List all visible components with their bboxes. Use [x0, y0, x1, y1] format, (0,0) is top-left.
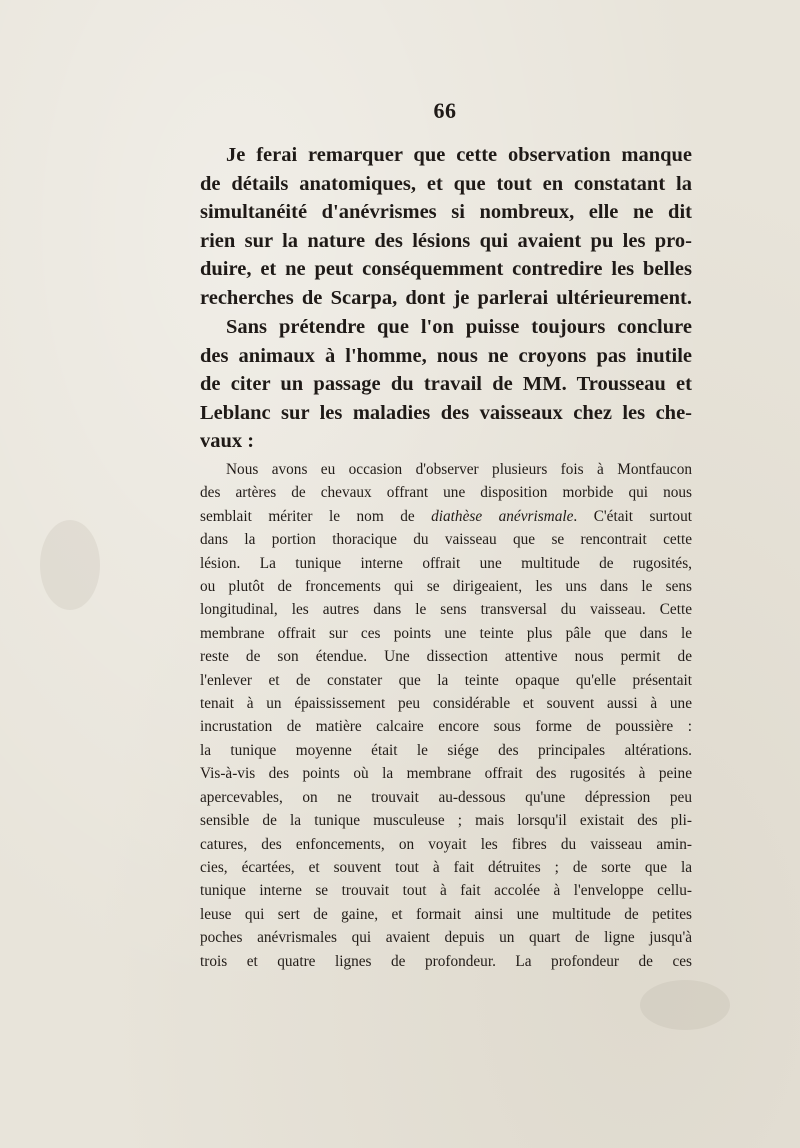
text-line: tenait à un épaississement peu considérable et souvent aussi à une [200, 695, 692, 713]
text-line: sensible de la tunique musculeuse ; mais lorsqu'il existait des pli- [200, 812, 692, 830]
text-line: membrane offrait sur ces points une teinte plus pâle que dans le [200, 624, 692, 642]
text-line: de détails anatomiques, et que tout en constatant la [200, 172, 692, 195]
paragraph-1 [200, 141, 692, 313]
text-line: l'enlever et de constater que la teinte opaque qu'elle présentait [200, 671, 692, 689]
text-line: simultanéité d'anévrismes si nombreux, elle ne dit [200, 201, 692, 224]
text-line: poches anévrismales qui avaient depuis un quart de ligne jusqu'à [200, 929, 692, 947]
text-line: des animaux à l'homme, nous ne croyons pas inutile [200, 344, 692, 367]
page-number: 66 [433, 98, 457, 123]
text-line: catures, des enfoncements, on voyait les fibres du vaisseau amin- [200, 835, 692, 853]
text-line: leuse qui sert de gaine, et formait ainsi une multitude de petites [200, 905, 692, 923]
text-line: des artères de chevaux offrant une disposition morbide qui nous [200, 484, 692, 502]
quoted-passage [200, 458, 692, 973]
text-line: reste de son étendue. Une dissection attentive nous permit de [200, 648, 692, 666]
text-line: incrustation de matière calcaire encore sous forme de poussière : [200, 718, 692, 736]
text-line: la tunique moyenne était le siége des principales altérations. [200, 741, 692, 759]
text-run: . C'était surtout [573, 507, 692, 525]
text-line: vaux : [200, 430, 255, 453]
text-line-with-italic [200, 505, 692, 528]
text-line: apercevables, on ne trouvait au-dessous qu'une dépression peu [200, 788, 692, 806]
text-line: Je ferai remarquer que cette observation manque [226, 144, 692, 166]
text-line: cies, écartées, et souvent tout à fait détruites ; de sorte que la [200, 858, 692, 876]
paper-stain [40, 520, 100, 610]
text-line: Nous avons eu occasion d'observer plusieurs fois à Montfaucon [226, 461, 692, 478]
text-line: dans la portion thoracique du vaisseau que se rencontrait cette [200, 531, 692, 549]
text-line: duire, et ne peut conséquemment contredire les belles [200, 258, 692, 281]
text-line: Sans prétendre que l'on puisse toujours conclure [226, 316, 692, 338]
italic-term: diathèse anévrismale [431, 507, 574, 525]
text-line: ou plutôt de froncements qui se dirigeaient, les uns dans le sens [200, 578, 692, 596]
text-line: recherches de Scarpa, dont je parlerai ultérieurement. [200, 286, 692, 309]
text-line: rien sur la nature des lésions qui avaient pu les pro- [200, 229, 692, 252]
text-line: lésion. La tunique interne offrait une multitude de rugosités, [200, 554, 692, 572]
text-line: trois et quatre lignes de profondeur. La profondeur de ces [200, 952, 692, 970]
text-line: tunique interne se trouvait tout à fait accolée à l'enveloppe cellu- [200, 882, 692, 900]
text-run: semblait mériter le nom de [200, 507, 432, 525]
text-line: Vis-à-vis des points où la membrane offrait des rugosités à peine [200, 765, 692, 783]
text-line: Leblanc sur les maladies des vaisseaux chez les che- [200, 401, 692, 424]
text-line: de citer un passage du travail de MM. Trousseau et [200, 373, 692, 396]
text-line: longitudinal, les autres dans le sens transversal du vaisseau. Cette [200, 601, 692, 619]
paper-stain [640, 980, 730, 1030]
paragraph-2 [200, 313, 692, 456]
